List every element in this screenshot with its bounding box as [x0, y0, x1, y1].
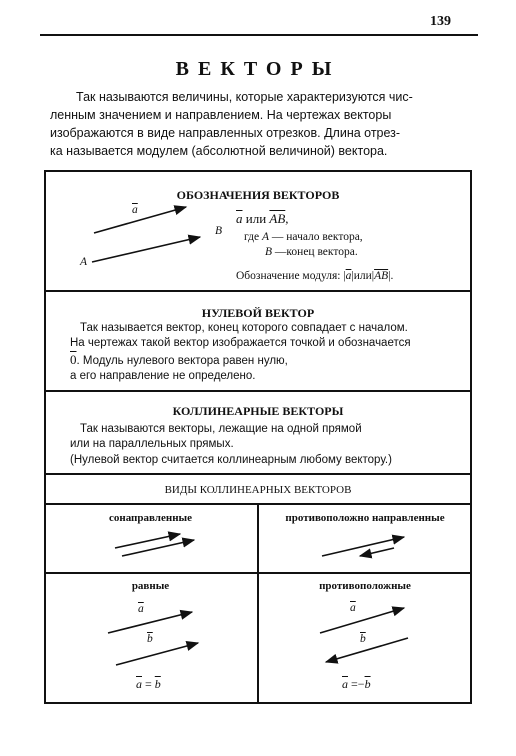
intro-line: ленным значением и направлением. На чертежах векторы — [50, 108, 392, 122]
codirected-arrow-2 — [122, 540, 194, 556]
modulus-label: Обозначение модуля: — [236, 270, 341, 282]
cell-opposite-title: противоположные — [319, 580, 411, 592]
notation-vec-ab: $\overline{AB}$ — [269, 211, 286, 226]
equal-arrow-a — [108, 612, 192, 633]
page-number: 139 — [430, 14, 451, 29]
modulus-line: Обозначение модуля: $|\overline{a}|или|\overline{AB}|$. — [236, 270, 394, 282]
equal-label-a: $\overline{a}$ — [138, 603, 144, 615]
notation-start-text: — начало вектора, — [271, 231, 363, 243]
intro-line: ка называется модулем (абсолютной величиной) вектора. — [50, 144, 388, 158]
opposite-directed-arrow-2 — [360, 548, 394, 556]
equal-formula-eq: = — [145, 677, 152, 691]
opposite-formula-a: $\overline{a}$ — [342, 677, 348, 691]
zero-vector-title: НУЛЕВОЙ ВЕКТОР — [201, 306, 315, 320]
opposite-label-a: $\overline{a}$ — [350, 602, 356, 614]
intro-line: Так называются величины, которые характеризуются чис- — [76, 90, 413, 104]
equal-label-b: $\overline{b}$ — [147, 633, 153, 645]
types-title: ВИДЫ КОЛЛИНЕАРНЫХ ВЕКТОРОВ — [164, 484, 352, 496]
intro-line: изображаются в виде направленных отрезков. Длина отрез- — [50, 126, 401, 140]
diagram-label-A: A — [80, 256, 88, 268]
equal-arrow-b — [116, 643, 198, 665]
zero-vector-symbol: 0 — [70, 352, 77, 367]
collinear-title: КОЛЛИНЕАРНЫЕ ВЕКТОРЫ — [172, 404, 344, 418]
opposite-arrow-b — [326, 638, 408, 662]
opposite-formula — [342, 677, 371, 692]
opposite-label-b: $\overline{b}$ — [360, 633, 366, 645]
collinear-line3: (Нулевой вектор считается коллинеарным любому вектору.) — [70, 454, 392, 466]
collinear-line1: Так называются векторы, лежащие на одной прямой — [80, 423, 362, 435]
notation-title: ОБОЗНАЧЕНИЯ ВЕКТОРОВ — [176, 188, 340, 202]
diagram-label-B: B — [215, 225, 223, 237]
page-title: ВЕКТОРЫ — [175, 58, 341, 80]
zero-vector-line3-text: . Модуль нулевого вектора равен нулю, — [76, 355, 288, 367]
equal-formula-a: $\overline{a}$ — [136, 677, 142, 691]
modulus-end: . — [390, 270, 394, 282]
cell-opposite-directed-title: противоположно направленные — [285, 512, 445, 524]
opposite-formula-eq: = — [351, 677, 358, 691]
equal-formula — [136, 677, 161, 692]
zero-vector-line2: На чертежах такой вектор изображается точкой и обозначается — [70, 337, 411, 349]
equal-formula-b: $\overline{b}$ — [154, 677, 161, 691]
modulus-or: или — [353, 270, 372, 282]
opposite-arrow-a — [320, 608, 404, 633]
diagram-label-a: $\overline{a}$ — [132, 204, 138, 216]
cell-codirected-title: сонаправленные — [108, 512, 193, 524]
notation-end-text: —конец вектора. — [274, 246, 358, 258]
zero-vector-line4: а его направление не определено. — [70, 370, 256, 382]
zero-vector-line1: Так называется вектор, конец которого совпадает с началом. — [80, 322, 408, 334]
cell-equal-title: равные — [131, 580, 170, 592]
modulus-ab: $\overline{AB}$ — [374, 270, 389, 282]
modulus-a: $\overline{a}$ — [345, 270, 352, 282]
notation-point-b: B — [265, 246, 273, 258]
collinear-line2: или на параллельных прямых. — [70, 438, 234, 450]
notation-or: или — [245, 211, 267, 226]
notation-vec-a: $\overline{a}$ — [236, 211, 243, 226]
opposite-directed-arrow-1 — [322, 537, 404, 556]
notation-comma: , — [285, 211, 289, 226]
notation-where: где — [244, 231, 260, 243]
notation-point-a: A — [261, 231, 270, 243]
opposite-formula-b: $\overline{b}$ — [364, 677, 371, 691]
opposite-formula-minus: − — [357, 677, 365, 691]
